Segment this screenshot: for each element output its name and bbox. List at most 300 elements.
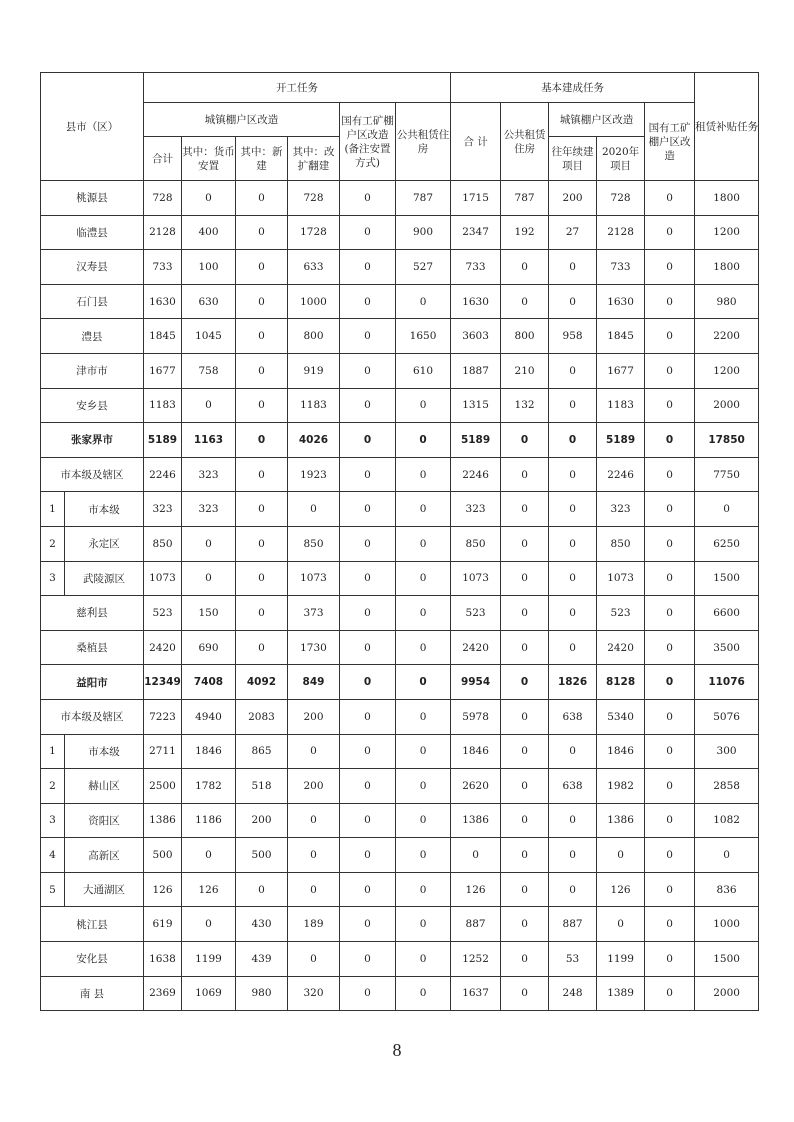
value-cell: 0 [645,665,695,700]
value-cell: 0 [396,630,451,665]
value-cell: 2711 [144,734,182,769]
value-cell: 0 [396,284,451,319]
value-cell: 1782 [182,769,236,804]
value-cell: 132 [501,388,549,423]
header-rent-subsidy: 租赁补贴任务 [695,73,759,181]
value-cell: 1630 [144,284,182,319]
value-cell: 200 [288,699,340,734]
value-cell: 0 [340,423,396,458]
value-cell: 0 [396,976,451,1011]
region-name: 安化县 [41,942,144,977]
value-cell: 1069 [182,976,236,1011]
value-cell: 0 [182,561,236,596]
value-cell: 0 [549,457,597,492]
value-cell: 1800 [695,181,759,216]
housing-task-table [40,72,759,1011]
value-cell: 836 [695,872,759,907]
value-cell: 0 [549,353,597,388]
value-cell: 1200 [695,215,759,250]
row-index: 2 [41,769,65,804]
value-cell: 0 [645,319,695,354]
value-cell: 0 [340,942,396,977]
value-cell: 630 [182,284,236,319]
value-cell: 633 [288,250,340,285]
value-cell: 0 [396,457,451,492]
value-cell: 0 [549,838,597,873]
value-cell: 0 [501,457,549,492]
value-cell: 0 [501,561,549,596]
value-cell: 0 [695,838,759,873]
table-row [41,423,759,458]
value-cell: 0 [340,353,396,388]
value-cell: 1500 [695,942,759,977]
value-cell: 850 [597,526,645,561]
table-row [41,699,759,734]
value-cell: 0 [396,734,451,769]
value-cell: 2369 [144,976,182,1011]
value-cell: 0 [340,872,396,907]
value-cell: 0 [236,423,288,458]
header-public-rental-start: 公共租赁住房 [396,103,451,181]
row-index: 1 [41,734,65,769]
table-row [41,492,759,527]
value-cell: 2858 [695,769,759,804]
value-cell: 320 [288,976,340,1011]
row-index: 1 [41,492,65,527]
value-cell: 0 [340,596,396,631]
value-cell: 0 [645,838,695,873]
value-cell: 0 [396,907,451,942]
value-cell: 1200 [695,353,759,388]
value-cell: 0 [236,561,288,596]
value-cell: 1315 [451,388,501,423]
value-cell: 0 [645,526,695,561]
value-cell: 787 [396,181,451,216]
value-cell: 0 [501,872,549,907]
value-cell: 1715 [451,181,501,216]
value-cell: 2000 [695,976,759,1011]
value-cell: 1199 [597,942,645,977]
value-cell: 0 [549,526,597,561]
value-cell: 0 [340,457,396,492]
value-cell: 0 [340,250,396,285]
value-cell: 0 [501,665,549,700]
value-cell: 0 [645,423,695,458]
table-row [41,353,759,388]
value-cell: 638 [549,769,597,804]
region-name: 市本级 [65,734,144,769]
value-cell: 0 [396,803,451,838]
value-cell: 1845 [144,319,182,354]
value-cell: 919 [288,353,340,388]
value-cell: 100 [182,250,236,285]
table-body [41,181,759,1011]
value-cell: 1846 [597,734,645,769]
value-cell: 800 [288,319,340,354]
value-cell: 0 [340,526,396,561]
value-cell: 0 [396,769,451,804]
value-cell: 430 [236,907,288,942]
table-row [41,907,759,942]
table-row [41,665,759,700]
value-cell: 0 [340,181,396,216]
table-row [41,388,759,423]
value-cell: 210 [501,353,549,388]
value-cell: 0 [645,769,695,804]
value-cell: 5978 [451,699,501,734]
value-cell: 0 [501,942,549,977]
row-index: 5 [41,872,65,907]
value-cell: 1000 [288,284,340,319]
value-cell: 1073 [451,561,501,596]
value-cell: 0 [182,907,236,942]
value-cell: 527 [396,250,451,285]
table-row [41,181,759,216]
value-cell: 2420 [144,630,182,665]
value-cell: 0 [645,596,695,631]
value-cell: 787 [501,181,549,216]
value-cell: 6250 [695,526,759,561]
region-name: 市本级及辖区 [41,457,144,492]
value-cell: 958 [549,319,597,354]
value-cell: 5189 [597,423,645,458]
value-cell: 0 [340,976,396,1011]
value-cell: 0 [645,976,695,1011]
value-cell: 0 [288,492,340,527]
value-cell: 0 [288,803,340,838]
value-cell: 0 [501,699,549,734]
value-cell: 1728 [288,215,340,250]
value-cell: 0 [501,526,549,561]
table-row [41,838,759,873]
table-row [41,596,759,631]
value-cell: 2128 [597,215,645,250]
header-total-basic: 合 计 [451,103,501,181]
value-cell: 0 [182,838,236,873]
value-cell: 0 [501,492,549,527]
value-cell: 2246 [597,457,645,492]
value-cell: 5340 [597,699,645,734]
table-row [41,872,759,907]
value-cell: 0 [288,872,340,907]
value-cell: 5076 [695,699,759,734]
value-cell: 0 [501,284,549,319]
value-cell: 1386 [144,803,182,838]
value-cell: 2200 [695,319,759,354]
header-year-2020: 2020年项目 [597,137,645,181]
value-cell: 0 [501,803,549,838]
value-cell: 17850 [695,423,759,458]
value-cell: 1082 [695,803,759,838]
row-index: 2 [41,526,65,561]
value-cell: 0 [501,838,549,873]
value-cell: 1073 [288,561,340,596]
value-cell: 2420 [451,630,501,665]
region-name: 益阳市 [41,665,144,700]
value-cell: 1500 [695,561,759,596]
value-cell: 1045 [182,319,236,354]
value-cell: 7223 [144,699,182,734]
row-index: 3 [41,803,65,838]
value-cell: 0 [645,699,695,734]
value-cell: 0 [549,492,597,527]
value-cell: 1386 [451,803,501,838]
header-start-task: 开工任务 [144,73,451,103]
value-cell: 690 [182,630,236,665]
value-cell: 850 [288,526,340,561]
value-cell: 27 [549,215,597,250]
value-cell: 1000 [695,907,759,942]
value-cell: 0 [340,284,396,319]
value-cell: 126 [451,872,501,907]
value-cell: 9954 [451,665,501,700]
value-cell: 0 [396,423,451,458]
value-cell: 323 [144,492,182,527]
value-cell: 0 [396,872,451,907]
value-cell: 850 [144,526,182,561]
value-cell: 0 [396,838,451,873]
value-cell: 0 [396,388,451,423]
table-row [41,630,759,665]
value-cell: 0 [549,561,597,596]
value-cell: 126 [182,872,236,907]
value-cell: 1650 [396,319,451,354]
value-cell: 0 [340,907,396,942]
value-cell: 0 [645,803,695,838]
value-cell: 0 [451,838,501,873]
value-cell: 150 [182,596,236,631]
value-cell: 12349 [144,665,182,700]
value-cell: 1199 [182,942,236,977]
value-cell: 192 [501,215,549,250]
value-cell: 0 [645,284,695,319]
value-cell: 0 [396,561,451,596]
value-cell: 0 [645,942,695,977]
value-cell: 638 [549,699,597,734]
value-cell: 1389 [597,976,645,1011]
value-cell: 3500 [695,630,759,665]
value-cell: 518 [236,769,288,804]
table-row [41,734,759,769]
value-cell: 248 [549,976,597,1011]
value-cell: 0 [340,630,396,665]
value-cell: 0 [396,699,451,734]
value-cell: 1163 [182,423,236,458]
value-cell: 2000 [695,388,759,423]
value-cell: 0 [182,181,236,216]
value-cell: 0 [236,596,288,631]
value-cell: 0 [645,492,695,527]
value-cell: 1252 [451,942,501,977]
header-rebuild: 其中：改扩翻建 [288,137,340,181]
region-name: 大通湖区 [65,872,144,907]
value-cell: 900 [396,215,451,250]
value-cell: 0 [549,872,597,907]
value-cell: 0 [236,250,288,285]
value-cell: 200 [288,769,340,804]
value-cell: 1073 [144,561,182,596]
value-cell: 7408 [182,665,236,700]
value-cell: 0 [549,734,597,769]
value-cell: 0 [645,907,695,942]
value-cell: 1730 [288,630,340,665]
value-cell: 0 [236,388,288,423]
value-cell: 610 [396,353,451,388]
value-cell: 2083 [236,699,288,734]
value-cell: 0 [549,388,597,423]
value-cell: 1186 [182,803,236,838]
value-cell: 8128 [597,665,645,700]
value-cell: 1846 [182,734,236,769]
table-row [41,769,759,804]
value-cell: 0 [645,561,695,596]
table-row [41,526,759,561]
value-cell: 4092 [236,665,288,700]
value-cell: 5189 [451,423,501,458]
value-cell: 0 [340,561,396,596]
value-cell: 5189 [144,423,182,458]
value-cell: 0 [501,250,549,285]
table-row [41,457,759,492]
row-index: 3 [41,561,65,596]
value-cell: 0 [597,838,645,873]
header-region: 县市（区） [41,73,144,181]
region-name: 桃江县 [41,907,144,942]
value-cell: 0 [340,838,396,873]
value-cell: 0 [549,630,597,665]
value-cell: 323 [182,492,236,527]
value-cell: 0 [501,596,549,631]
region-name: 高新区 [65,838,144,873]
value-cell: 1800 [695,250,759,285]
value-cell: 733 [144,250,182,285]
value-cell: 1845 [597,319,645,354]
value-cell: 126 [144,872,182,907]
value-cell: 0 [645,181,695,216]
region-name: 澧县 [41,319,144,354]
value-cell: 0 [340,699,396,734]
value-cell: 0 [396,665,451,700]
value-cell: 7750 [695,457,759,492]
value-cell: 4940 [182,699,236,734]
value-cell: 323 [451,492,501,527]
value-cell: 1887 [451,353,501,388]
value-cell: 887 [451,907,501,942]
value-cell: 0 [645,388,695,423]
value-cell: 6600 [695,596,759,631]
value-cell: 300 [695,734,759,769]
value-cell: 53 [549,942,597,977]
value-cell: 500 [144,838,182,873]
value-cell: 4026 [288,423,340,458]
value-cell: 0 [340,769,396,804]
value-cell: 0 [288,942,340,977]
value-cell: 980 [695,284,759,319]
value-cell: 0 [549,250,597,285]
value-cell: 0 [236,492,288,527]
value-cell: 0 [501,734,549,769]
value-cell: 200 [549,181,597,216]
value-cell: 865 [236,734,288,769]
value-cell: 733 [451,250,501,285]
table-row [41,284,759,319]
value-cell: 0 [236,353,288,388]
value-cell: 2128 [144,215,182,250]
value-cell: 0 [549,423,597,458]
value-cell: 189 [288,907,340,942]
value-cell: 373 [288,596,340,631]
value-cell: 0 [501,630,549,665]
value-cell: 0 [182,388,236,423]
value-cell: 0 [236,872,288,907]
value-cell: 0 [288,838,340,873]
region-name: 市本级及辖区 [41,699,144,734]
region-name: 赫山区 [65,769,144,804]
region-name: 石门县 [41,284,144,319]
value-cell: 1982 [597,769,645,804]
value-cell: 0 [549,284,597,319]
header-public-rental-basic: 公共租赁住房 [501,103,549,181]
value-cell: 523 [144,596,182,631]
value-cell: 439 [236,942,288,977]
value-cell: 0 [236,319,288,354]
value-cell: 200 [236,803,288,838]
value-cell: 2620 [451,769,501,804]
value-cell: 0 [340,492,396,527]
header-shed-reform: 城镇棚户区改造 [144,103,340,137]
value-cell: 0 [340,319,396,354]
value-cell: 0 [645,215,695,250]
value-cell: 728 [144,181,182,216]
value-cell: 0 [645,457,695,492]
value-cell: 523 [597,596,645,631]
value-cell: 0 [501,907,549,942]
value-cell: 800 [501,319,549,354]
value-cell: 0 [695,492,759,527]
value-cell: 728 [597,181,645,216]
value-cell: 500 [236,838,288,873]
region-name: 永定区 [65,526,144,561]
row-index: 4 [41,838,65,873]
value-cell: 1183 [288,388,340,423]
value-cell: 2246 [144,457,182,492]
header-prev-years: 往年续建项目 [549,137,597,181]
value-cell: 1826 [549,665,597,700]
value-cell: 0 [236,630,288,665]
value-cell: 0 [501,769,549,804]
header-new-build: 其中：新 建 [236,137,288,181]
value-cell: 0 [396,492,451,527]
value-cell: 1637 [451,976,501,1011]
value-cell: 1677 [597,353,645,388]
value-cell: 0 [340,665,396,700]
value-cell: 0 [236,457,288,492]
value-cell: 1630 [597,284,645,319]
region-name: 桑植县 [41,630,144,665]
table-row [41,319,759,354]
value-cell: 1183 [144,388,182,423]
region-name: 津市市 [41,353,144,388]
header-currency: 其中：货币安置 [182,137,236,181]
value-cell: 2347 [451,215,501,250]
region-name: 张家界市 [41,423,144,458]
table-row [41,250,759,285]
region-name: 慈利县 [41,596,144,631]
table-row [41,803,759,838]
value-cell: 0 [236,215,288,250]
value-cell: 0 [645,353,695,388]
value-cell: 728 [288,181,340,216]
